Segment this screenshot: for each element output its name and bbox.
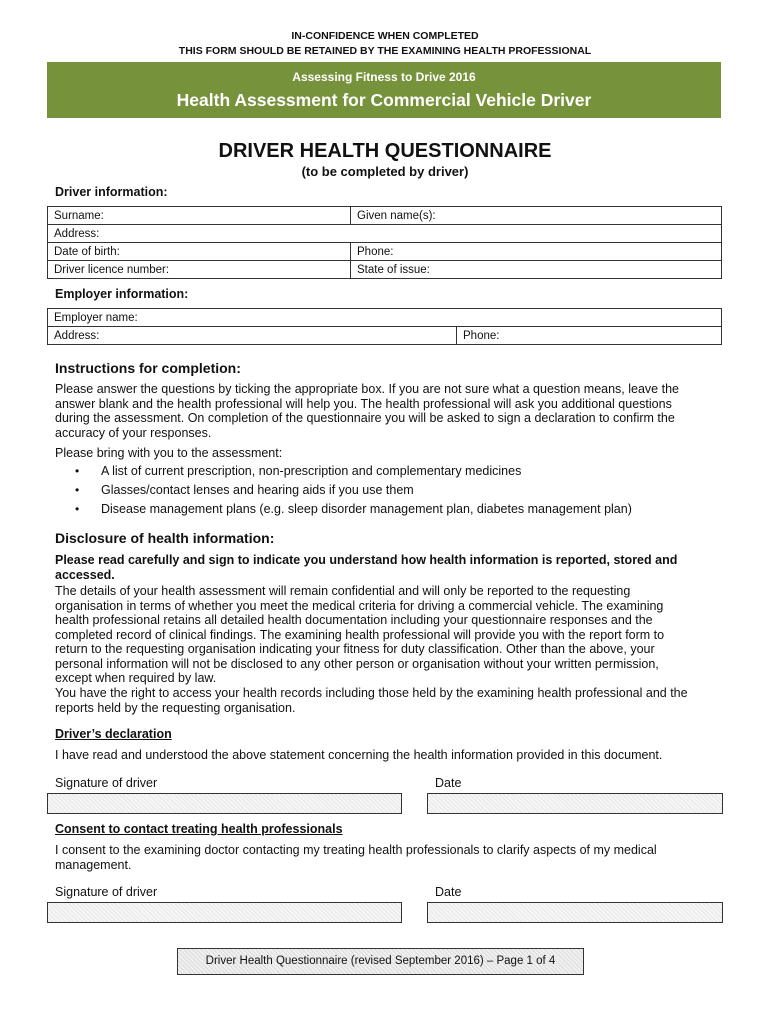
bring-list — [75, 461, 632, 518]
driver-info-heading: Driver information: — [55, 185, 168, 199]
list-item — [75, 480, 632, 499]
disclosure-line: The details of your health assessment will remain confidential and will only be reported to the requesting — [55, 584, 631, 598]
consent-signature-field[interactable] — [47, 902, 402, 923]
instructions-line: during the assessment. On completion of the questionnaire you will be asked to sign a declaration to confirm the — [55, 411, 675, 425]
licence-label: Driver licence number: — [54, 263, 170, 276]
phone-label: Phone: — [357, 245, 394, 258]
disclosure-line: organisation in terms of whether you meet the medical criteria for driving a commercial vehicle. The examining — [55, 598, 664, 613]
bullet-icon: • — [75, 463, 80, 478]
instructions-line: Please answer the questions by ticking the appropriate box. If you are not sure what a question means, leave the — [55, 382, 679, 396]
given-names-field[interactable] — [351, 207, 722, 225]
surname-field[interactable] — [48, 207, 351, 225]
phone-field[interactable] — [351, 243, 722, 261]
address-field[interactable] — [48, 225, 722, 243]
consent-heading: Consent to contact treating health professionals — [55, 822, 343, 836]
dob-label: Date of birth: — [54, 245, 120, 258]
employer-info-heading: Employer information: — [55, 287, 189, 301]
consent-line: management. — [55, 857, 132, 872]
declaration-heading: Driver’s declaration — [55, 727, 172, 741]
state-label: State of issue: — [357, 263, 430, 276]
disclosure-line: health professional retains all detailed health documentation including your questionnaire responses and the — [55, 613, 653, 627]
retention-notice: THIS FORM SHOULD BE RETAINED BY THE EXAMINING HEALTH PROFESSIONAL — [178, 45, 592, 57]
dob-field[interactable] — [48, 243, 351, 261]
page-title: DRIVER HEALTH QUESTIONNAIRE — [218, 140, 552, 162]
bring-text: Please bring with you to the assessment: — [55, 446, 283, 460]
banner-title: Health Assessment for Commercial Vehicle Driver — [176, 90, 592, 110]
consent-text — [55, 843, 715, 872]
rights-line: reports held by the requesting organisation. — [55, 700, 296, 715]
declaration-date-field[interactable] — [427, 793, 723, 814]
disclosure-line: personal information will not be disclosed to any other person or organisation without your written permission, — [55, 656, 659, 671]
title-banner — [47, 62, 721, 118]
consent-date-field[interactable] — [427, 902, 723, 923]
declaration-date-label: Date — [435, 776, 462, 790]
disclosure-line: completed record of clinical findings. The examining health professional will provide you with the report form to — [55, 627, 665, 642]
employer-info-table — [47, 308, 722, 345]
driver-info-table — [47, 206, 722, 279]
rights-text — [55, 686, 715, 715]
list-item — [75, 461, 632, 480]
instructions-heading: Instructions for completion: — [55, 360, 241, 376]
list-item-text: A list of current prescription, non-prescription and complementary medicines — [101, 463, 522, 478]
confidential-notice: IN-CONFIDENCE WHEN COMPLETED — [291, 30, 479, 42]
licence-field[interactable] — [48, 261, 351, 279]
employer-name-field[interactable] — [48, 309, 722, 327]
bullet-icon: • — [75, 482, 80, 497]
employer-address-field[interactable] — [48, 327, 457, 345]
page-subtitle: (to be completed by driver) — [301, 164, 469, 179]
instructions-line: accuracy of your responses. — [55, 425, 212, 440]
disclosure-bold-line: accessed. — [55, 567, 115, 582]
disclosure-line: except when required by law. — [55, 671, 217, 685]
disclosure-text — [55, 584, 715, 686]
instructions-text — [55, 382, 715, 440]
list-item-text: Disease management plans (e.g. sleep disorder management plan, diabetes management plan) — [101, 501, 632, 516]
page-footer: Driver Health Questionnaire (revised September 2016) – Page 1 of 4 — [177, 948, 584, 975]
given-names-label: Given name(s): — [357, 209, 436, 222]
list-item — [75, 499, 632, 518]
declaration-text: I have read and understood the above statement concerning the health information provided in this document. — [55, 748, 663, 762]
state-field[interactable] — [351, 261, 722, 279]
employer-name-label: Employer name: — [54, 311, 138, 324]
consent-signature-label: Signature of driver — [55, 885, 158, 899]
instructions-line: answer blank and the health professional will help you. The health professional will ask you additional questions — [55, 396, 672, 411]
consent-line: I consent to the examining doctor contacting my treating health professionals to clarify aspects of my medical — [55, 843, 657, 857]
surname-label: Surname: — [54, 209, 104, 222]
disclosure-bold-text — [55, 553, 715, 582]
disclosure-line: return to the requesting organisation indicating your fitness for duty classification. Other than the above, your — [55, 642, 655, 656]
banner-subtitle: Assessing Fitness to Drive 2016 — [292, 70, 476, 84]
declaration-signature-label: Signature of driver — [55, 776, 158, 790]
rights-line: You have the right to access your health records including those held by the examining health professional and the — [55, 686, 688, 700]
employer-address-label: Address: — [54, 329, 100, 342]
employer-phone-field[interactable] — [457, 327, 722, 345]
declaration-signature-field[interactable] — [47, 793, 402, 814]
disclosure-bold-line: Please read carefully and sign to indicate you understand how health information is reported, stored and — [55, 553, 678, 567]
address-label: Address: — [54, 227, 100, 240]
bullet-icon: • — [75, 501, 80, 516]
list-item-text: Glasses/contact lenses and hearing aids if you use them — [101, 482, 414, 497]
consent-date-label: Date — [435, 885, 462, 899]
disclosure-heading: Disclosure of health information: — [55, 530, 275, 546]
employer-phone-label: Phone: — [463, 329, 500, 342]
